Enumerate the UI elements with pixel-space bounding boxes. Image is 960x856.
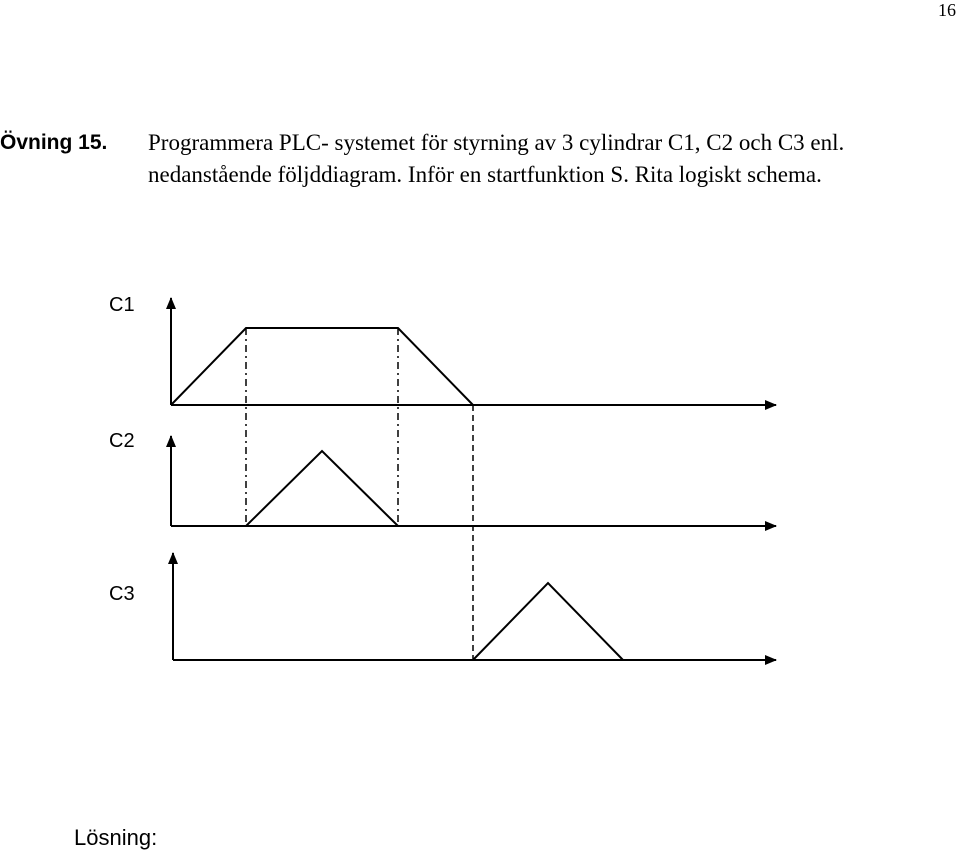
solution-label: Lösning: — [74, 825, 158, 850]
exercise-text-line-2: nedanstående följddiagram. Inför en startfunktion S. Rita logiskt schema. — [148, 162, 822, 187]
c1-motion-curve — [171, 328, 473, 405]
c3-motion-curve — [473, 583, 623, 660]
c2-motion-curve — [246, 451, 398, 526]
c2-label: C2 — [109, 430, 135, 452]
c1-label: C1 — [109, 294, 135, 316]
c3-label: C3 — [109, 583, 135, 605]
exercise-text-line-1: Programmera PLC- systemet för styrning av 3 cylindrar C1, C2 och C3 enl. — [148, 130, 845, 155]
exercise-label: Övning 15. — [0, 131, 108, 154]
page-number: 16 — [938, 0, 956, 20]
